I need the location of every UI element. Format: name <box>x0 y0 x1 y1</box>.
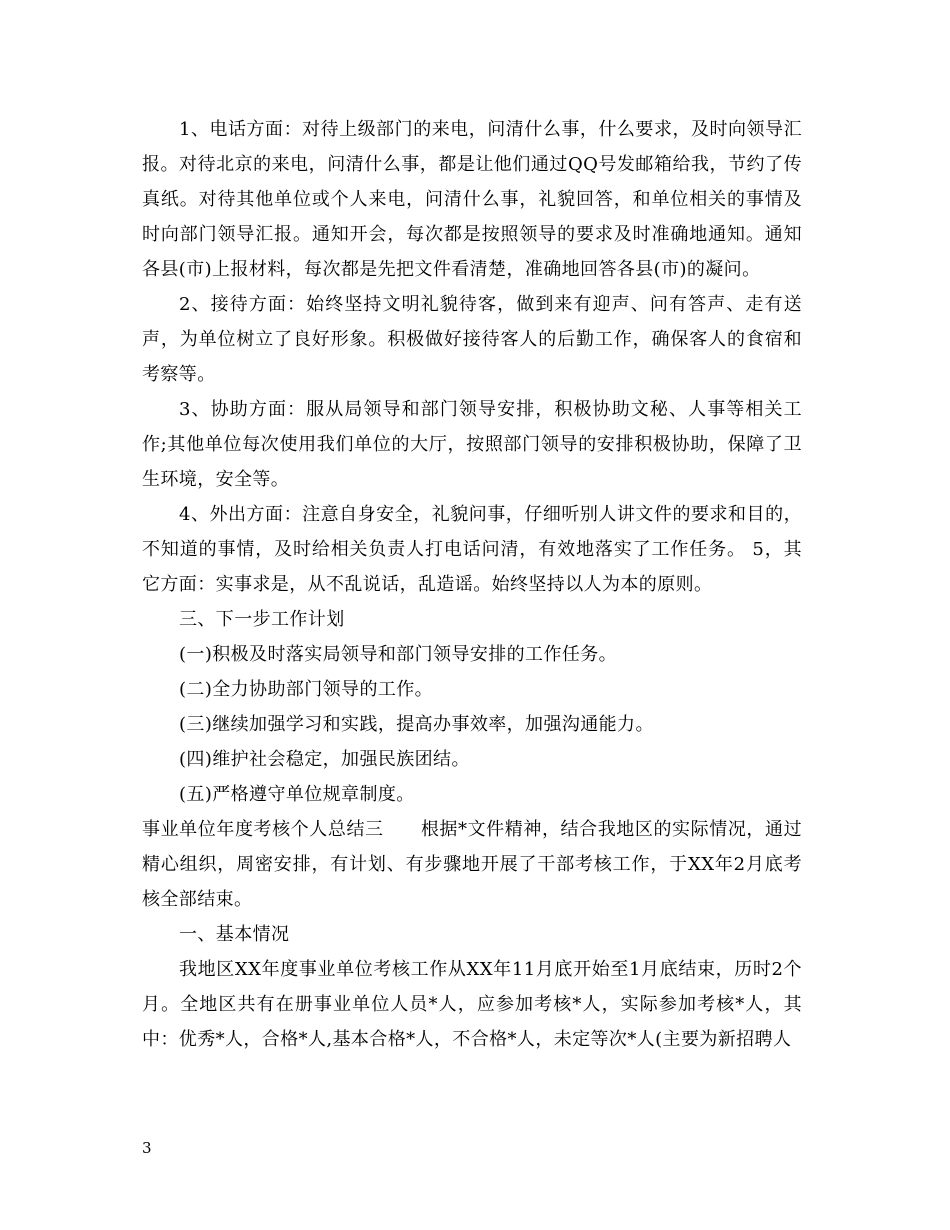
plan-item-1: (一)积极及时落实局领导和部门领导安排的工作任务。 <box>179 644 618 665</box>
paragraph-reception: 2、接待方面：始终坚持文明礼貌待客，做到来有迎声、问有答声、走有送声，为单位树立了良好形象。积极做好接待客人的后勤工作，确保客人的食宿和考察等。 <box>142 294 802 385</box>
plan-item-3: (三)继续加强学习和实践，提高办事效率，加强沟通能力。 <box>179 714 654 735</box>
paragraph-outing: 4、外出方面：注意自身安全，礼貌问事，仔细听别人讲文件的要求和目的，不知道的事情，及时给相关负责人打电话问清，有效地落实了工作任务。 5，其它方面：实事求是，从不乱说话，乱造谣。始终坚持以人为本的原则。 <box>142 504 802 595</box>
paragraph-assistance: 3、协助方面：服从局领导和部门领导安排，积极协助文秘、人事等相关工作;其他单位每次使用我们单位的大厅，按照部门领导的安排积极协助，保障了卫生环境，安全等。 <box>142 399 802 490</box>
paragraph-summary-three: 事业单位年度考核个人总结三 根据*文件精神，结合我地区的实际情况，通过精心组织，周密安排，有计划、有步骤地开展了干部考核工作，于XX年2月底考核全部结束。 <box>142 819 802 910</box>
plan-item-4: (四)维护社会稳定，加强民族团结。 <box>179 749 470 770</box>
document-body <box>142 112 802 1057</box>
plan-item-2: (二)全力协助部门领导的工作。 <box>179 679 434 700</box>
paragraph-phone: 1、电话方面：对待上级部门的来电，问清什么事，什么要求，及时向领导汇报。对待北京的来电，问清什么事，都是让他们通过QQ号发邮箱给我，节约了传真纸。对待其他单位或个人来电，问清什么事，礼貌回答，和单位相关的事情及时向部门领导汇报。通知开会，每次都是按照领导的要求及时准确地通知。通知各县(市)上报材料，每次都是先把文件看清楚，准确地回答各县(市)的凝问。 <box>142 119 802 280</box>
section-heading-next-plan: 三、下一步工作计划 <box>179 609 345 630</box>
paragraph-basic-info: 我地区XX年度事业单位考核工作从XX年11月底开始至1月底结束，历时2个月。全地区共有在册事业单位人员*人，应参加考核*人，实际参加考核*人，其中：优秀*人，合格*人,基本合格*人，不合格*人，未定等次*人(主要为新招聘人 <box>142 959 802 1050</box>
plan-item-5: (五)严格遵守单位规章制度。 <box>179 784 415 805</box>
page-number: 3 <box>142 1139 152 1157</box>
section-heading-basic-info: 一、基本情况 <box>179 924 290 945</box>
